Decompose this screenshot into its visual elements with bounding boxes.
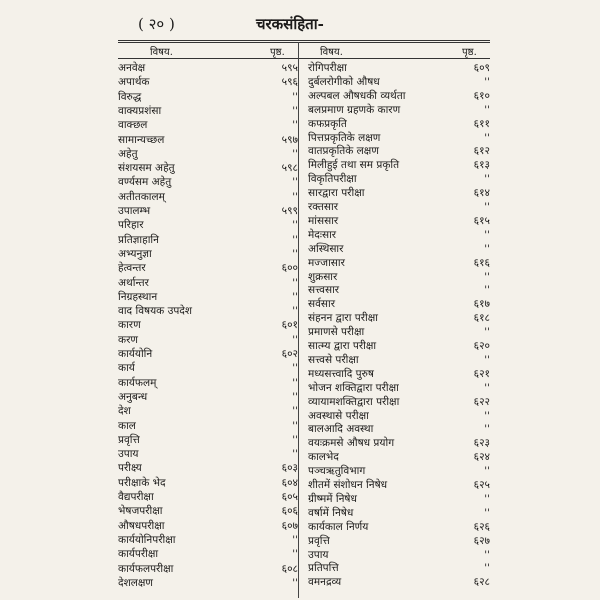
left-entry-page: '' xyxy=(292,119,298,132)
right-entry-page: ६११ xyxy=(473,117,490,130)
left-entry-subject: हेत्वन्तर xyxy=(118,262,146,275)
right-entry-subject: दुर्बलरोगीको औषध xyxy=(308,75,380,88)
right-entry-subject: वयःक्रमसे औषध प्रयोग xyxy=(308,437,395,450)
right-entry-page: ६१५ xyxy=(473,214,490,227)
right-entry-page: '' xyxy=(484,103,490,116)
right-entry-subject: व्यायामशक्तिद्वारा परीक्षा xyxy=(308,395,400,408)
right-entry-subject: प्रतिपत्ति xyxy=(308,562,339,575)
left-entry-page: ५९६ xyxy=(281,76,298,89)
index-table xyxy=(118,60,490,598)
left-entry-subject: वर्ण्यसम अहेतु xyxy=(118,176,172,189)
left-entry-page: ६०६ xyxy=(281,505,298,518)
right-entry-page: ६१२ xyxy=(473,145,490,158)
left-entry-subject: परीक्षाके भेद xyxy=(118,476,166,489)
left-entry-subject: प्रवृत्ति xyxy=(118,433,140,446)
left-entry-subject: वाक्छल xyxy=(118,119,148,132)
left-entry-subject: संशयसम अहेतु xyxy=(118,162,175,175)
left-entry-page: '' xyxy=(292,305,298,318)
right-entry-page: ६१७ xyxy=(473,298,490,311)
right-entry-page: '' xyxy=(484,131,490,144)
right-entry-page: '' xyxy=(484,548,490,561)
right-entry-page: ६०९ xyxy=(473,62,490,74)
right-entry-page: '' xyxy=(484,242,490,255)
left-entry-subject: उपाय xyxy=(118,448,139,461)
right-entry-page: '' xyxy=(484,465,490,478)
left-entry-subject: अर्थान्तर xyxy=(118,276,149,289)
right-entry-subject: सत्त्वसे परीक्षा xyxy=(308,353,359,366)
left-entry-page: '' xyxy=(292,376,298,389)
right-entry-subject: पञ्चऋतुविभाग xyxy=(308,465,366,478)
right-entry-subject: शुक्रसार xyxy=(308,270,338,283)
right-entry-subject: शीतमें संशोधन निषेध xyxy=(308,479,388,491)
page-title: चरकसंहिता- xyxy=(256,15,324,33)
col-subject-left: विषय. xyxy=(150,47,173,58)
left-entry-page: ६०४ xyxy=(281,476,298,489)
left-entry-subject: विरुद्ध xyxy=(118,90,142,103)
left-entry-subject: भेषजपरीक्षा xyxy=(118,505,163,518)
left-entry-page: ६०० xyxy=(281,262,298,275)
right-entry-page: ६२५ xyxy=(473,479,490,491)
right-entry-subject: वातप्रकृतिके लक्षण xyxy=(308,145,379,158)
right-entry-subject: पित्तप्रकृतिके लक्षण xyxy=(308,131,381,144)
right-entry-page: ६१८ xyxy=(473,312,490,325)
left-entry-page: '' xyxy=(292,548,298,561)
right-entry-page: ६१० xyxy=(473,89,490,102)
right-entry-subject: मिलीहुई तथा सम प्रकृति xyxy=(308,159,400,172)
right-entry-page: '' xyxy=(484,201,490,213)
right-entry-subject: सारद्वारा परीक्षा xyxy=(308,187,365,200)
left-entry-page: '' xyxy=(292,147,298,160)
column-header-rule xyxy=(118,58,490,59)
col-page-left: पृष्ठ. xyxy=(270,47,285,58)
left-entry-page: '' xyxy=(292,419,298,432)
right-entry-subject: अस्थिसार xyxy=(308,242,344,255)
right-entry-subject: सात्म्य द्वारा परीक्षा xyxy=(308,340,377,352)
right-entry-subject: मांससार xyxy=(308,214,339,227)
left-entry-subject: देश xyxy=(118,405,131,418)
right-entry-page: '' xyxy=(484,409,490,422)
right-entry-subject: बलप्रमाण ग्रहणके कारण xyxy=(308,103,401,116)
left-entry-subject: उपालम्भ xyxy=(118,205,151,217)
left-entry-page: ६०८ xyxy=(281,562,298,575)
left-entry-page: '' xyxy=(292,405,298,418)
right-entry-page: '' xyxy=(484,353,490,366)
right-entry-subject: मज्जासार xyxy=(308,256,345,269)
right-entry-subject: वर्षामें निषेध xyxy=(308,506,354,519)
right-entry-subject: वमनद्रव्य xyxy=(308,576,342,589)
right-entry-subject: रक्तसार xyxy=(308,201,339,213)
right-entry-subject: अल्पबल औषधकी व्यर्थता xyxy=(308,89,406,102)
left-entry-subject: प्रतिज्ञाहानि xyxy=(118,233,159,246)
right-entry-subject: अवस्थासे परीक्षा xyxy=(308,409,369,422)
right-entry-subject: विकृतिपरीक्षा xyxy=(308,173,357,186)
right-entry-page: ६२६ xyxy=(473,520,490,533)
left-entry-subject: अभ्यनुज्ञा xyxy=(118,247,152,260)
col-page-right: पृष्ठ. xyxy=(462,47,477,58)
right-entry-page: '' xyxy=(484,284,490,297)
right-entry-subject: कफप्रकृति xyxy=(308,117,347,130)
right-entry-subject: मध्यसत्त्वादि पुरुष xyxy=(308,367,374,380)
right-entry-page: '' xyxy=(484,562,490,575)
right-entry-page: ६२० xyxy=(473,340,490,352)
left-entry-page: ६०१ xyxy=(281,319,298,332)
left-entry-page: '' xyxy=(292,576,298,589)
left-entry-page: '' xyxy=(292,233,298,246)
page-header xyxy=(0,14,600,36)
left-entry-subject: कार्यपरीक्षा xyxy=(118,548,159,561)
left-entry-page: '' xyxy=(292,247,298,260)
right-entry-page: ६१३ xyxy=(473,159,490,172)
left-entry-subject: सामान्यच्छल xyxy=(118,133,165,146)
left-entry-subject: अहेतु xyxy=(118,147,138,160)
right-entry-page: ६२२ xyxy=(473,395,490,408)
left-entry-page: '' xyxy=(292,333,298,346)
right-entry-page: ६२८ xyxy=(473,576,490,589)
right-entry-subject: सत्त्वसार xyxy=(308,284,340,297)
left-entry-subject: परिहार xyxy=(118,219,144,232)
header-rule-double xyxy=(118,42,490,43)
right-entry-page: '' xyxy=(484,381,490,394)
right-entry-page: '' xyxy=(484,228,490,241)
left-entry-subject: औषधपरीक्षा xyxy=(118,519,165,532)
left-entry-subject: अनुबन्ध xyxy=(118,390,148,403)
left-entry-subject: अतीतकालम् xyxy=(118,190,165,203)
right-entry-subject: कालभेद xyxy=(308,451,339,464)
left-entry-subject: कारण xyxy=(118,319,141,332)
right-entry-page: ६१६ xyxy=(473,256,490,269)
left-entry-page: ६०५ xyxy=(281,491,298,503)
left-entry-page: '' xyxy=(292,276,298,289)
left-entry-page: '' xyxy=(292,290,298,303)
right-entry-subject: मेदःसार xyxy=(308,228,337,241)
left-entry-subject: वाद विषयक उपदेश xyxy=(118,305,193,318)
left-entry-page: '' xyxy=(292,362,298,375)
right-entry-subject: रोगिपरीक्षा xyxy=(308,62,347,74)
col-subject-right: विषय. xyxy=(320,47,343,58)
left-entry-subject: अनवेक्ष xyxy=(118,62,146,74)
left-entry-page: '' xyxy=(292,90,298,103)
page-number: ( २० ) xyxy=(138,15,175,33)
left-entry-subject: वैद्यपरीक्षा xyxy=(118,491,154,503)
left-entry-page: '' xyxy=(292,176,298,189)
right-entry-subject: भोजन शक्तिद्वारा परीक्षा xyxy=(308,381,399,394)
right-entry-subject: प्रमाणसे परीक्षा xyxy=(308,326,365,339)
left-entry-subject: कार्ययोनि xyxy=(118,348,153,360)
left-entry-page: '' xyxy=(292,433,298,446)
header-rule xyxy=(118,40,490,41)
left-entry-subject: कार्ययोनिपरीक्षा xyxy=(118,533,176,546)
right-entry-subject: संहनन द्वारा परीक्षा xyxy=(308,312,379,325)
right-entry-page: '' xyxy=(484,326,490,339)
left-entry-page: ६०३ xyxy=(281,462,298,475)
left-entry-page: ५९७ xyxy=(281,133,298,146)
right-entry-page: ६२१ xyxy=(473,367,490,380)
left-entry-page: ५९९ xyxy=(281,205,298,217)
left-entry-subject: निग्रहस्थान xyxy=(118,290,158,303)
left-entry-subject: कार्यफलम् xyxy=(118,376,157,389)
right-entry-page: '' xyxy=(484,270,490,283)
left-entry-page: '' xyxy=(292,448,298,461)
left-entry-subject: कार्य xyxy=(118,362,135,375)
left-entry-subject: अपार्थक xyxy=(118,76,150,89)
right-entry-subject: ग्रीष्ममें निषेध xyxy=(308,492,357,505)
right-entry-subject: प्रवृत्ति xyxy=(308,534,330,547)
right-entry-subject: उपाय xyxy=(308,548,329,561)
right-entry-subject: कार्यकाल निर्णय xyxy=(308,520,369,533)
right-entry-page: ६२७ xyxy=(473,534,490,547)
left-entry-page: '' xyxy=(292,190,298,203)
left-entry-subject: देशलक्षण xyxy=(118,576,153,589)
left-entry-page: '' xyxy=(292,533,298,546)
left-entry-subject: परीक्ष्य xyxy=(118,462,142,475)
right-entry-page: ६२३ xyxy=(473,437,490,450)
left-entry-subject: कार्यफलपरीक्षा xyxy=(118,562,174,575)
left-entry-page: ६०७ xyxy=(281,519,298,532)
right-entry-subject: सर्वसार xyxy=(308,298,336,311)
right-entry-page: ६१४ xyxy=(473,187,490,200)
left-entry-page: '' xyxy=(292,219,298,232)
left-entry-subject: वाक्यप्रशंसा xyxy=(118,104,162,117)
left-entry-page: ५९५ xyxy=(281,62,298,74)
right-entry-page: '' xyxy=(484,492,490,505)
right-entry-page: '' xyxy=(484,423,490,436)
right-entry-page: '' xyxy=(484,75,490,88)
left-entry-page: ५९८ xyxy=(281,162,298,175)
left-entry-page: ६०२ xyxy=(281,348,298,360)
right-entry-page: '' xyxy=(484,506,490,519)
right-entry-subject: बालआदि अवस्था xyxy=(308,423,374,436)
left-entry-subject: करण xyxy=(118,333,138,346)
left-entry-page: '' xyxy=(292,390,298,403)
right-entry-page: ६२४ xyxy=(473,451,490,464)
left-entry-subject: काल xyxy=(118,419,136,432)
right-entry-page: '' xyxy=(484,173,490,186)
left-entry-page: '' xyxy=(292,104,298,117)
